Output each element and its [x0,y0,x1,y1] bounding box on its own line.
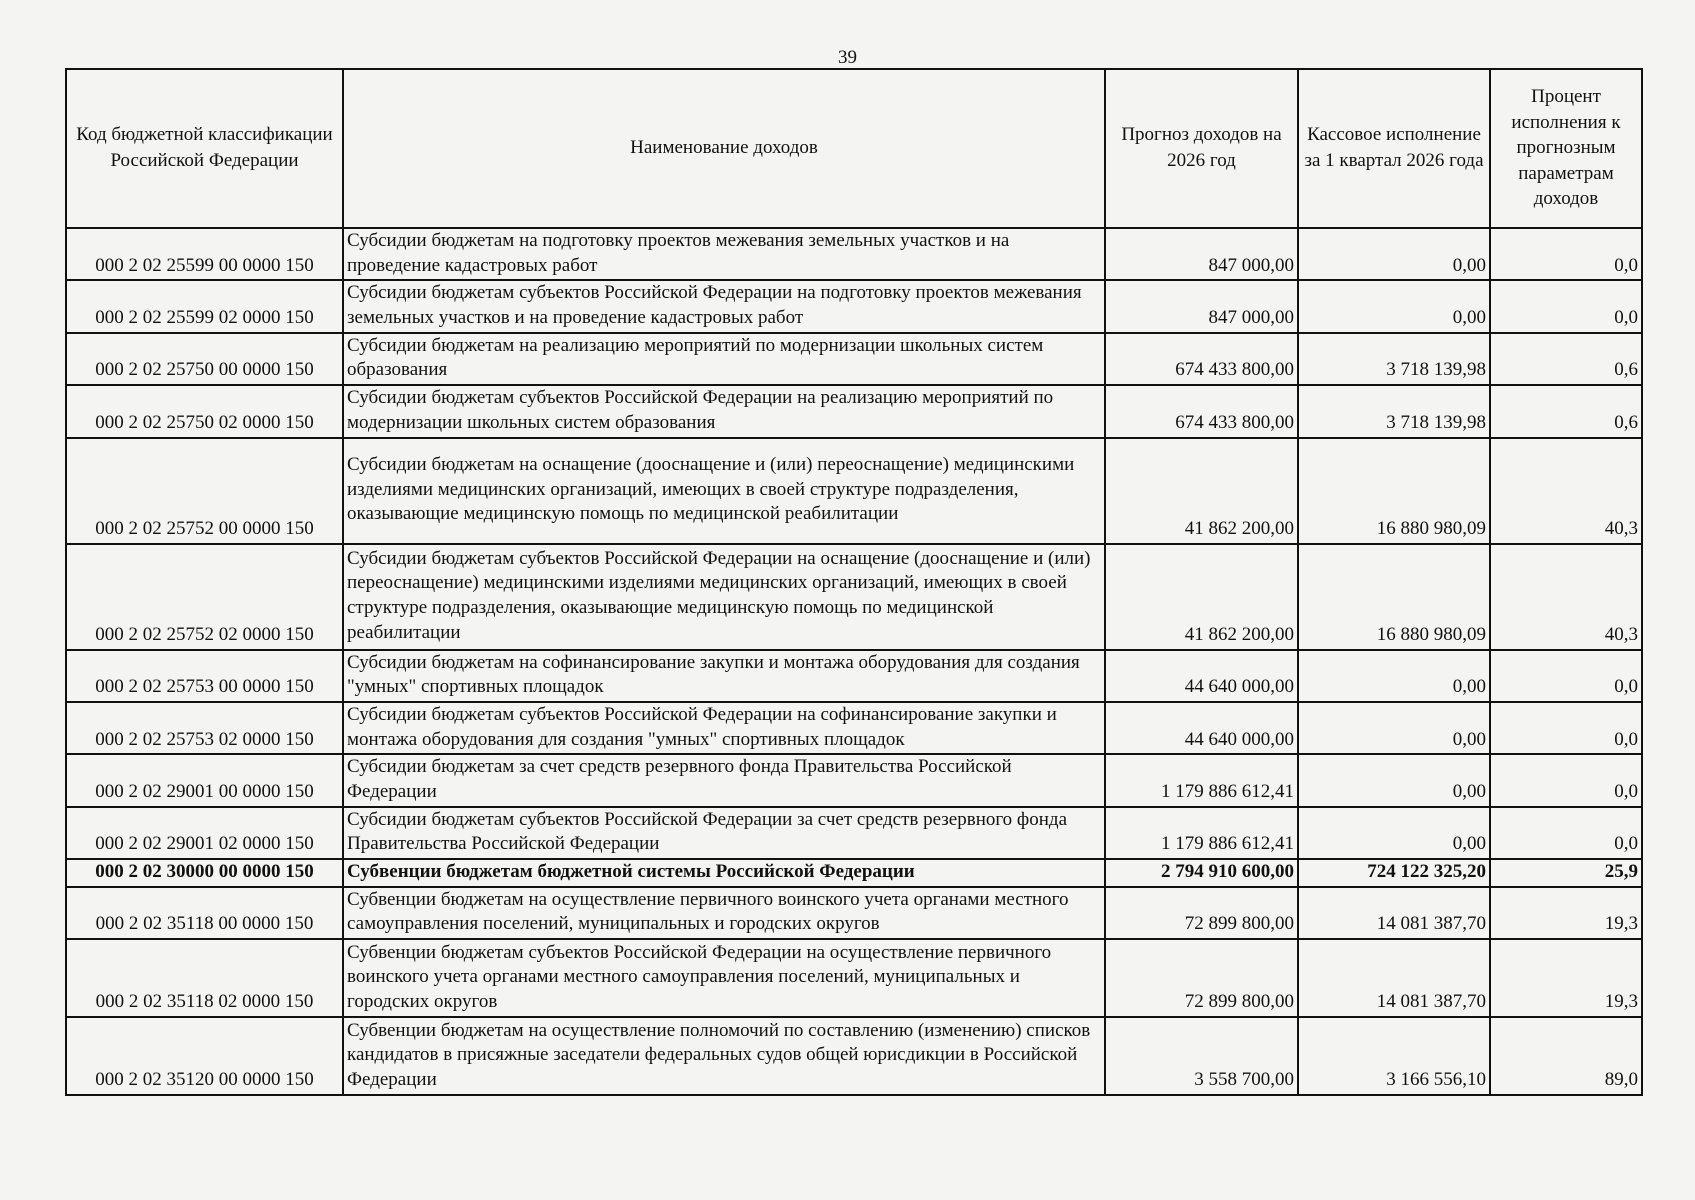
cell-code: 000 2 02 25750 00 0000 150 [66,333,343,385]
cell-forecast: 2 794 910 600,00 [1105,859,1298,887]
cell-forecast: 1 179 886 612,41 [1105,807,1298,859]
cell-name: Субсидии бюджетам субъектов Российской Федерации на оснащение (дооснащение и (или) переоснащение) медицинскими изделиями медицинских организаций, имеющих в своей структуре подразделения, оказывающие медицинскую помощь по медицинской реабилитации [343,544,1105,650]
table-row [66,807,1642,859]
cell-name: Субсидии бюджетам на оснащение (дооснащение и (или) переоснащение) медицинскими изделиями медицинских организаций, имеющих в своей структуре подразделения, оказывающие медицинскую помощь по медицинской реабилитации [343,438,1105,544]
cell-code: 000 2 02 35120 00 0000 150 [66,1017,343,1095]
table-row [66,280,1642,332]
cell-forecast: 3 558 700,00 [1105,1017,1298,1095]
table-row [66,702,1642,754]
cell-execution: 0,00 [1298,650,1490,702]
cell-name: Субсидии бюджетам за счет средств резервного фонда Правительства Российской Федерации [343,754,1105,806]
cell-forecast: 72 899 800,00 [1105,887,1298,939]
header-execution: Кассовое исполнение за 1 квартал 2026 года [1298,69,1490,228]
cell-name: Субсидии бюджетам субъектов Российской Федерации за счет средств резервного фонда Правительства Российской Федерации [343,807,1105,859]
cell-execution: 724 122 325,20 [1298,859,1490,887]
cell-percent: 19,3 [1490,887,1642,939]
cell-code: 000 2 02 25750 02 0000 150 [66,385,343,437]
cell-forecast: 1 179 886 612,41 [1105,754,1298,806]
cell-forecast: 847 000,00 [1105,280,1298,332]
cell-percent: 0,0 [1490,754,1642,806]
cell-forecast: 44 640 000,00 [1105,702,1298,754]
cell-code: 000 2 02 29001 00 0000 150 [66,754,343,806]
cell-percent: 40,3 [1490,544,1642,650]
table-row [66,544,1642,650]
table-row [66,887,1642,939]
cell-percent: 89,0 [1490,1017,1642,1095]
table-header-row [66,69,1642,228]
cell-forecast: 674 433 800,00 [1105,385,1298,437]
cell-name: Субвенции бюджетам субъектов Российской Федерации на осуществление первичного воинского учета органами местного самоуправления поселений, муниципальных и городских округов [343,939,1105,1017]
cell-execution: 3 718 139,98 [1298,385,1490,437]
cell-name: Субсидии бюджетам на подготовку проектов межевания земельных участков и на проведение кадастровых работ [343,228,1105,280]
cell-percent: 0,0 [1490,650,1642,702]
cell-name: Субвенции бюджетам на осуществление полномочий по составлению (изменению) списков кандидатов в присяжные заседатели федеральных судов общей юрисдикции в Российской Федерации [343,1017,1105,1095]
cell-percent: 0,0 [1490,807,1642,859]
cell-code: 000 2 02 29001 02 0000 150 [66,807,343,859]
cell-percent: 0,6 [1490,333,1642,385]
cell-percent: 0,0 [1490,228,1642,280]
table-row [66,1017,1642,1095]
cell-percent: 0,6 [1490,385,1642,437]
cell-name: Субсидии бюджетам субъектов Российской Федерации на реализацию мероприятий по модернизации школьных систем образования [343,385,1105,437]
header-percent: Процент исполнения к прогнозным параметрам доходов [1490,69,1642,228]
cell-code: 000 2 02 25599 02 0000 150 [66,280,343,332]
header-name: Наименование доходов [343,69,1105,228]
table-row [66,939,1642,1017]
table-row [66,385,1642,437]
cell-execution: 3 718 139,98 [1298,333,1490,385]
cell-execution: 0,00 [1298,807,1490,859]
table-row [66,438,1642,544]
cell-execution: 14 081 387,70 [1298,887,1490,939]
cell-forecast: 44 640 000,00 [1105,650,1298,702]
page-number: 39 [838,47,857,68]
cell-execution: 14 081 387,70 [1298,939,1490,1017]
header-code: Код бюджетной классификации Российской Федерации [66,69,343,228]
header-forecast: Прогноз доходов на 2026 год [1105,69,1298,228]
cell-forecast: 41 862 200,00 [1105,438,1298,544]
cell-name: Субсидии бюджетам на реализацию мероприятий по модернизации школьных систем образования [343,333,1105,385]
cell-percent: 0,0 [1490,280,1642,332]
cell-code: 000 2 02 30000 00 0000 150 [66,859,343,887]
table-row [66,228,1642,280]
cell-execution: 0,00 [1298,280,1490,332]
cell-name: Субсидии бюджетам на софинансирование закупки и монтажа оборудования для создания "умных" спортивных площадок [343,650,1105,702]
cell-code: 000 2 02 25752 02 0000 150 [66,544,343,650]
cell-forecast: 674 433 800,00 [1105,333,1298,385]
cell-code: 000 2 02 35118 00 0000 150 [66,887,343,939]
revenue-table [65,68,1643,1096]
cell-code: 000 2 02 25599 00 0000 150 [66,228,343,280]
cell-percent: 40,3 [1490,438,1642,544]
cell-execution: 16 880 980,09 [1298,438,1490,544]
cell-code: 000 2 02 25753 00 0000 150 [66,650,343,702]
cell-name: Субвенции бюджетам на осуществление первичного воинского учета органами местного самоуправления поселений, муниципальных и городских округов [343,887,1105,939]
cell-name: Субсидии бюджетам субъектов Российской Федерации на софинансирование закупки и монтажа оборудования для создания "умных" спортивных площадок [343,702,1105,754]
cell-execution: 16 880 980,09 [1298,544,1490,650]
cell-percent: 25,9 [1490,859,1642,887]
cell-code: 000 2 02 25752 00 0000 150 [66,438,343,544]
table-body [66,228,1642,1095]
cell-name: Субсидии бюджетам субъектов Российской Федерации на подготовку проектов межевания земельных участков и на проведение кадастровых работ [343,280,1105,332]
cell-name: Субвенции бюджетам бюджетной системы Российской Федерации [343,859,1105,887]
cell-execution: 0,00 [1298,702,1490,754]
cell-execution: 0,00 [1298,754,1490,806]
table-row [66,650,1642,702]
cell-execution: 3 166 556,10 [1298,1017,1490,1095]
cell-forecast: 41 862 200,00 [1105,544,1298,650]
cell-execution: 0,00 [1298,228,1490,280]
table-row [66,859,1642,887]
cell-forecast: 72 899 800,00 [1105,939,1298,1017]
cell-code: 000 2 02 25753 02 0000 150 [66,702,343,754]
cell-code: 000 2 02 35118 02 0000 150 [66,939,343,1017]
table-row [66,333,1642,385]
cell-forecast: 847 000,00 [1105,228,1298,280]
cell-percent: 19,3 [1490,939,1642,1017]
cell-percent: 0,0 [1490,702,1642,754]
table-row [66,754,1642,806]
